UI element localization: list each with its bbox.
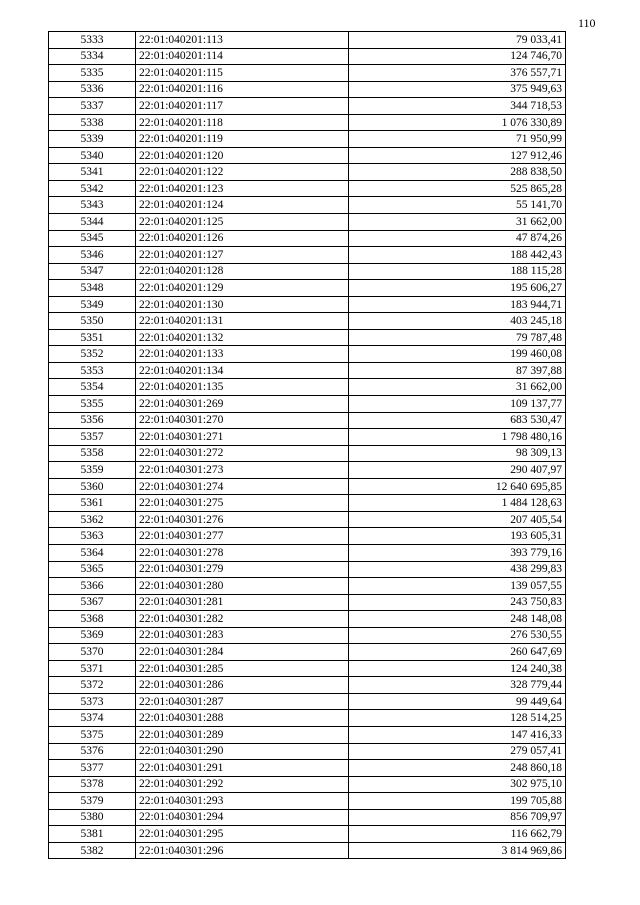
row-number: 5376 (49, 743, 136, 760)
row-number: 5344 (49, 214, 136, 231)
table-row (49, 296, 566, 313)
cadastral-value: 116 662,79 (349, 826, 566, 843)
cadastral-value: 188 115,28 (349, 263, 566, 280)
row-number: 5352 (49, 346, 136, 363)
cadastral-number: 22:01:040301:283 (136, 627, 349, 644)
table-row (49, 379, 566, 396)
cadastral-number: 22:01:040301:292 (136, 776, 349, 793)
table-row (49, 644, 566, 661)
row-number: 5353 (49, 362, 136, 379)
table-row (49, 660, 566, 677)
cadastral-value: 12 640 695,85 (349, 478, 566, 495)
cadastral-value: 288 838,50 (349, 164, 566, 181)
cadastral-number: 22:01:040301:286 (136, 677, 349, 694)
row-number: 5380 (49, 809, 136, 826)
cadastral-number: 22:01:040301:276 (136, 511, 349, 528)
cadastral-number: 22:01:040301:271 (136, 429, 349, 446)
row-number: 5360 (49, 478, 136, 495)
cadastral-number: 22:01:040201:133 (136, 346, 349, 363)
cadastral-value: 856 709,97 (349, 809, 566, 826)
cadastral-number: 22:01:040201:117 (136, 98, 349, 115)
cadastral-number: 22:01:040301:296 (136, 842, 349, 859)
cadastral-value: 71 950,99 (349, 131, 566, 148)
cadastral-value: 31 662,00 (349, 214, 566, 231)
table-row (49, 48, 566, 65)
row-number: 5336 (49, 81, 136, 98)
row-number: 5346 (49, 247, 136, 264)
cadastral-number: 22:01:040301:273 (136, 462, 349, 479)
row-number: 5355 (49, 396, 136, 413)
row-number: 5333 (49, 32, 136, 49)
table-row (49, 280, 566, 297)
cadastral-number: 22:01:040301:285 (136, 660, 349, 677)
table-row (49, 131, 566, 148)
cadastral-value: 99 449,64 (349, 693, 566, 710)
table-row (49, 429, 566, 446)
table-row (49, 396, 566, 413)
row-number: 5356 (49, 412, 136, 429)
cadastral-number: 22:01:040301:294 (136, 809, 349, 826)
cadastral-value: 139 057,55 (349, 578, 566, 595)
cadastral-value: 47 874,26 (349, 230, 566, 247)
row-number: 5372 (49, 677, 136, 694)
table-row (49, 313, 566, 330)
row-number: 5366 (49, 578, 136, 595)
cadastral-number: 22:01:040201:123 (136, 180, 349, 197)
cadastral-value: 124 240,38 (349, 660, 566, 677)
cadastral-number: 22:01:040201:135 (136, 379, 349, 396)
row-number: 5367 (49, 594, 136, 611)
cadastral-value: 302 975,10 (349, 776, 566, 793)
cadastral-value: 183 944,71 (349, 296, 566, 313)
row-number: 5368 (49, 611, 136, 628)
cadastral-value: 199 705,88 (349, 793, 566, 810)
row-number: 5362 (49, 511, 136, 528)
table-row (49, 329, 566, 346)
table-row (49, 578, 566, 595)
cadastral-number: 22:01:040201:132 (136, 329, 349, 346)
row-number: 5340 (49, 147, 136, 164)
row-number: 5365 (49, 561, 136, 578)
cadastral-number: 22:01:040201:120 (136, 147, 349, 164)
cadastral-number: 22:01:040301:290 (136, 743, 349, 760)
cadastral-number: 22:01:040301:284 (136, 644, 349, 661)
table-row (49, 528, 566, 545)
table-row (49, 693, 566, 710)
cadastral-number: 22:01:040201:126 (136, 230, 349, 247)
cadastral-value: 87 397,88 (349, 362, 566, 379)
cadastral-value: 1 798 480,16 (349, 429, 566, 446)
cadastral-number: 22:01:040201:130 (136, 296, 349, 313)
cadastral-number: 22:01:040201:114 (136, 48, 349, 65)
table-row (49, 544, 566, 561)
row-number: 5345 (49, 230, 136, 247)
table-row (49, 346, 566, 363)
cadastral-number: 22:01:040201:115 (136, 65, 349, 82)
cadastral-value: 109 137,77 (349, 396, 566, 413)
cadastral-value: 195 606,27 (349, 280, 566, 297)
cadastral-value: 127 912,46 (349, 147, 566, 164)
table-row (49, 677, 566, 694)
row-number: 5378 (49, 776, 136, 793)
cadastral-number: 22:01:040301:288 (136, 710, 349, 727)
table-row (49, 65, 566, 82)
row-number: 5343 (49, 197, 136, 214)
cadastral-value: 243 750,83 (349, 594, 566, 611)
cadastral-number: 22:01:040201:131 (136, 313, 349, 330)
table-row (49, 180, 566, 197)
cadastral-value: 525 865,28 (349, 180, 566, 197)
cadastral-number: 22:01:040201:119 (136, 131, 349, 148)
row-number: 5363 (49, 528, 136, 545)
row-number: 5349 (49, 296, 136, 313)
row-number: 5357 (49, 429, 136, 446)
row-number: 5338 (49, 114, 136, 131)
row-number: 5381 (49, 826, 136, 843)
table-row (49, 462, 566, 479)
cadastral-value: 290 407,97 (349, 462, 566, 479)
row-number: 5374 (49, 710, 136, 727)
cadastral-number: 22:01:040201:129 (136, 280, 349, 297)
cadastral-number: 22:01:040301:278 (136, 544, 349, 561)
cadastral-number: 22:01:040301:279 (136, 561, 349, 578)
table-row (49, 114, 566, 131)
table-row (49, 214, 566, 231)
table-row (49, 147, 566, 164)
cadastral-number: 22:01:040301:272 (136, 445, 349, 462)
table-row (49, 263, 566, 280)
row-number: 5371 (49, 660, 136, 677)
cadastral-value: 393 779,16 (349, 544, 566, 561)
cadastral-value: 188 442,43 (349, 247, 566, 264)
cadastral-value: 98 309,13 (349, 445, 566, 462)
cadastral-value: 1 076 330,89 (349, 114, 566, 131)
table-row (49, 247, 566, 264)
cadastral-number: 22:01:040301:274 (136, 478, 349, 495)
table-row (49, 743, 566, 760)
cadastral-number: 22:01:040201:118 (136, 114, 349, 131)
cadastral-number: 22:01:040301:270 (136, 412, 349, 429)
cadastral-value: 279 057,41 (349, 743, 566, 760)
cadastral-number: 22:01:040301:289 (136, 726, 349, 743)
cadastral-number: 22:01:040301:269 (136, 396, 349, 413)
row-number: 5379 (49, 793, 136, 810)
table-row (49, 726, 566, 743)
cadastral-value: 328 779,44 (349, 677, 566, 694)
cadastral-value: 193 605,31 (349, 528, 566, 545)
row-number: 5382 (49, 842, 136, 859)
cadastral-value: 31 662,00 (349, 379, 566, 396)
table-row (49, 230, 566, 247)
cadastral-number: 22:01:040201:128 (136, 263, 349, 280)
table-row (49, 611, 566, 628)
cadastral-value: 248 860,18 (349, 760, 566, 777)
cadastral-value: 375 949,63 (349, 81, 566, 98)
row-number: 5351 (49, 329, 136, 346)
cadastral-number: 22:01:040301:277 (136, 528, 349, 545)
table-row (49, 164, 566, 181)
row-number: 5364 (49, 544, 136, 561)
table-row (49, 627, 566, 644)
row-number: 5377 (49, 760, 136, 777)
page-number: 110 (578, 16, 596, 30)
cadastral-number: 22:01:040201:122 (136, 164, 349, 181)
cadastral-value: 276 530,55 (349, 627, 566, 644)
row-number: 5375 (49, 726, 136, 743)
cadastral-value: 128 514,25 (349, 710, 566, 727)
row-number: 5350 (49, 313, 136, 330)
table-row (49, 478, 566, 495)
row-number: 5354 (49, 379, 136, 396)
cadastral-value: 376 557,71 (349, 65, 566, 82)
table-row (49, 809, 566, 826)
table-row (49, 412, 566, 429)
cadastral-value: 683 530,47 (349, 412, 566, 429)
cadastral-value: 248 148,08 (349, 611, 566, 628)
row-number: 5370 (49, 644, 136, 661)
table-row (49, 760, 566, 777)
table-row (49, 445, 566, 462)
cadastral-value: 344 718,53 (349, 98, 566, 115)
cadastral-value: 403 245,18 (349, 313, 566, 330)
cadastral-number: 22:01:040301:287 (136, 693, 349, 710)
table-row (49, 594, 566, 611)
table-row (49, 793, 566, 810)
cadastral-value: 260 647,69 (349, 644, 566, 661)
cadastral-number: 22:01:040301:295 (136, 826, 349, 843)
cadastral-value: 199 460,08 (349, 346, 566, 363)
row-number: 5369 (49, 627, 136, 644)
row-number: 5335 (49, 65, 136, 82)
cadastral-number: 22:01:040301:280 (136, 578, 349, 595)
row-number: 5337 (49, 98, 136, 115)
cadastral-value-table (48, 31, 566, 859)
table-row (49, 98, 566, 115)
table-row (49, 362, 566, 379)
cadastral-number: 22:01:040301:293 (136, 793, 349, 810)
row-number: 5358 (49, 445, 136, 462)
cadastral-number: 22:01:040201:127 (136, 247, 349, 264)
table-row (49, 561, 566, 578)
table-row (49, 710, 566, 727)
table-row (49, 495, 566, 512)
cadastral-number: 22:01:040201:116 (136, 81, 349, 98)
cadastral-number: 22:01:040201:134 (136, 362, 349, 379)
cadastral-value: 55 141,70 (349, 197, 566, 214)
table-row (49, 826, 566, 843)
table-row (49, 32, 566, 49)
cadastral-value: 79 033,41 (349, 32, 566, 49)
row-number: 5361 (49, 495, 136, 512)
cadastral-number: 22:01:040201:125 (136, 214, 349, 231)
row-number: 5347 (49, 263, 136, 280)
table-row (49, 842, 566, 859)
cadastral-value: 124 746,70 (349, 48, 566, 65)
cadastral-value: 207 405,54 (349, 511, 566, 528)
cadastral-value: 1 484 128,63 (349, 495, 566, 512)
cadastral-number: 22:01:040301:275 (136, 495, 349, 512)
table-row (49, 511, 566, 528)
cadastral-number: 22:01:040301:281 (136, 594, 349, 611)
cadastral-value: 438 299,83 (349, 561, 566, 578)
cadastral-number: 22:01:040201:113 (136, 32, 349, 49)
table-row (49, 776, 566, 793)
cadastral-value: 3 814 969,86 (349, 842, 566, 859)
table-body (49, 32, 566, 859)
row-number: 5348 (49, 280, 136, 297)
row-number: 5373 (49, 693, 136, 710)
row-number: 5334 (49, 48, 136, 65)
row-number: 5339 (49, 131, 136, 148)
cadastral-value: 147 416,33 (349, 726, 566, 743)
cadastral-number: 22:01:040301:282 (136, 611, 349, 628)
row-number: 5342 (49, 180, 136, 197)
cadastral-number: 22:01:040201:124 (136, 197, 349, 214)
row-number: 5359 (49, 462, 136, 479)
table-row (49, 81, 566, 98)
cadastral-number: 22:01:040301:291 (136, 760, 349, 777)
cadastral-value: 79 787,48 (349, 329, 566, 346)
table-row (49, 197, 566, 214)
row-number: 5341 (49, 164, 136, 181)
